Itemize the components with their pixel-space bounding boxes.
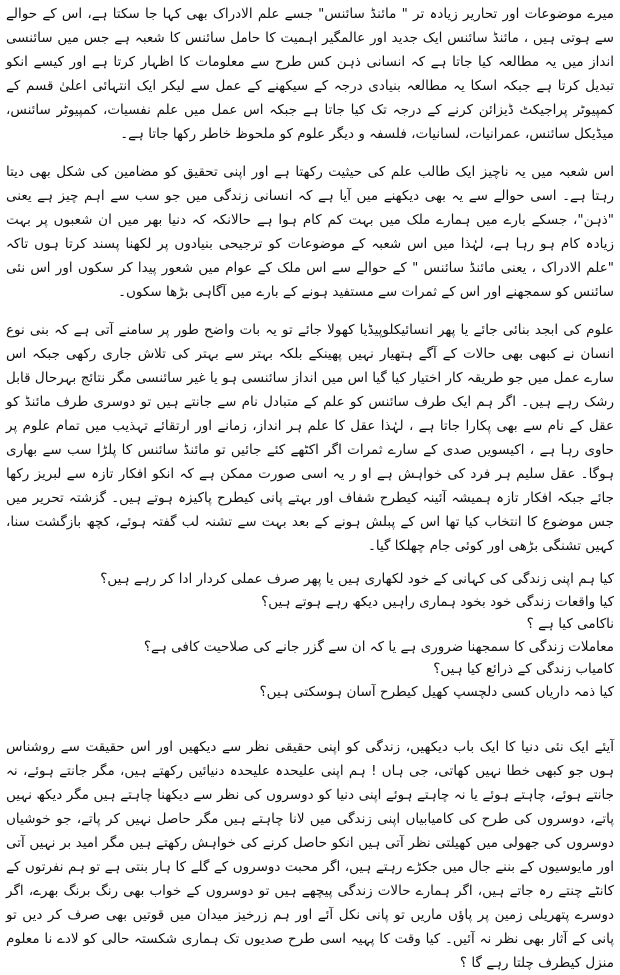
question-item: ناکامی کیا ہے ؟ bbox=[526, 616, 614, 632]
paragraph-author-role: اس شعبہ میں یہ ناچیز ایک طالب علم کی حیثیت رکھتا ہے اور اپنی تحقیق کو مضامین کی شکل بھی دیتا رہتا ہے۔ اسی حوالے سے یہ بھی دیکھنے میں آیا ہے کہ انسانی زندگی میں جو سب سے اہم چیز ہے یعنی "ذہن"، جسکے بارے میں ہمارے ملک میں بہت کم کام ہوا ہے حالانکہ کہ دنیا بھر میں ان شعبوں پر بہت زیادہ کام ہو رہا ہے، لہٰذا میں اس شعبہ کے موضوعات کو ترجیحی بنیادوں پر لکھنا پسند کرتا ہوں تاکہ "علم الادراک ، یعنی مائنڈ سائنس " کے حوالے سے اس ملک کے عوام میں شعور پیدا کر سکوں اور اس نئی سائنس کو سمجھنے اور اس کے ثمرات سے مستفید ہونے کے بارے میں آگاہی بڑھا سکوں۔ bbox=[6, 164, 614, 300]
question-item: کیا ذمہ داریاں کسی دلچسپ کھیل کیطرح آسان ہوسکتی ہیں؟ bbox=[259, 683, 614, 700]
question-list bbox=[6, 568, 614, 703]
question-item: کیا واقعات زندگی خود بخود ہماری راہیں دیکھ رہے ہوتے ہیں؟ bbox=[261, 593, 614, 610]
question-item: معاملات زندگی کا سمجھنا ضروری ہے یا کہ ان سے گزر جانے کی صلاحیت کافی ہے؟ bbox=[143, 638, 614, 655]
paragraph-new-world-chapter: آیئے ایک نئی دنیا کا ایک باب دیکھیں، زندگی کو اپنی حقیقی نظر سے دیکھیں اور اس حقیقت سے روشناس ہوں جو کبھی خطا نہیں کھاتی، جی ہاں ! ہم اپنی علیحدہ علیحدہ دنیائیں رکھتے ہیں، مگر جانتے ہوئے، نہ جانتے ہوئے، چاہتے ہوئے یا نہ چاہتے ہوئے اپنی دنیا کو دوسروں کی نظر سے دیکھنا چاہتے ہیں مگر دیکھ نہیں پاتے، دوسروں کی طرح کی کامیابیاں اپنی زندگی میں لانا چاہتے ہیں مگر حاصل نہیں کر پاتے، جو خوشیاں دوسروں کی جھولی میں کھیلتی نظر آتی ہیں انکو حاصل کرنے کی خواہش رکھتے ہیں مگر امید بر نہیں آتی اور مایوسیوں کے بننے جال میں جکڑے رہتے ہیں، اگر محبت دوسروں کے گلے کا ہار بنتی ہے تو ہم نفرتوں کے کانٹے چنتے رہ جاتے ہیں، اگر ہمارے حالات زندگی پیچھے ہیں تو دوسروں کے خواب بھی رنگ برنگ بھرے، اگر دوسرے پتھریلی زمین پر پاؤں ماریں تو پانی نکل آئے اور ہم زرخیز میدان میں قوتیں بھی صرف کر دیں تو پانی کے آثار بھی نظر نہ آئیں۔ کیا وقت کا پہیہ اسی طرح صدیوں تک ہماری شکستہ حالی کو لادے نا معلوم منزل کیطرف چلتا رہے گا ؟ bbox=[6, 739, 614, 971]
paragraph-history-of-knowledge: علوم کی ابجد بنائی جائے یا پھر انسائیکلوپیڈیا کھولا جائے تو یہ بات واضح طور پر سامنے آتی ہے کہ بنی نوع انسان نے کبھی بھی حالات کے آگے ہتھیار نہیں پھینکے بلکہ بہتر سے بہتر کی تلاش جاری رکھی جبکہ اس سارے عمل میں جو طریقہ کار اختیار کیا گیا اس میں انداز سائنسی ہو یا غیر سائنسی مگر نتائج بہرحال قابل رشک رہے ہیں۔ اگر ہم ایک طرف سائنس کو علم کے متبادل نام سے جانتے ہیں تو دوسری طرف مائنڈ کو عقل کے نام سے بھی پکارا جاتا ہے ، لہٰذا عقل کا علم ہر انداز، زمانے اور ارتقائے تہذیب میں تمام علوم پر حاوی رہا ہے ، اکیسویں صدی کے سارے ثمرات اگر اکٹھے کئے جائیں تو مائنڈ سائنس کا پلڑا سب سے بھاری ہوگا۔ عقل سلیم ہر فرد کی خواہش ہے او ر یہ اسی صورت ممکن ہے کہ انکو افکار تازہ سے لبریز رکھا جائے جبکہ افکار تازہ ہمیشہ آئینہ کیطرح شفاف اور بہتے پانی کیطرح پاکیزہ ہوتے ہیں۔ گزشتہ تحریر میں جس موضوع کا انتخاب کیا تھا اس کے پبلش ہونے کے بعد بہت سے تشنہ لب گفتہ ہوئے، کچھ بازگشت سنا، کہیں تشنگی بڑھی اور کوئی جام چھلکا گیا۔ bbox=[6, 322, 614, 554]
question-item: کامیاب زندگی کے ذرائع کیا ہیں؟ bbox=[433, 661, 614, 677]
question-item: کیا ہم اپنی زندگی کی کہانی کے خود لکھاری ہیں یا پھر صرف عملی کردار ادا کر رہے ہیں؟ bbox=[100, 571, 614, 587]
paragraph-mind-science-intro: میرے موضوعات اور تحاریر زیادہ تر " مائنڈ سائنس" جسے علم الادراک بھی کہا جا سکتا ہے، اس کے حوالے سے ہوتی ہیں ، مائنڈ سائنس ایک جدید اور عالمگیر اہمیت کا حامل سائنس کا شعبہ ہے جس میں سائنسی انداز میں یہ مطالعہ کیا جاتا ہے کہ انسانی ذہن کس طرح سے معلومات کا اظہار کرتا ہے اور کیسے انکو تبدیل کرتا ہے جبکہ اسکا یہ مطالعہ بنیادی درجہ کے سیکھنے کے عمل سے لیکر ایک انتہائی اعلیٰ قسم کے کمپیوٹر پراجیکٹ ڈیزائن کرنے کے درجہ تک کیا جاتا ہے جبکہ اس عمل میں علم نفسیات، کمپیوٹر سائنس، میڈیکل سائنس، عمرانیات، لسانیات، فلسفہ و دیگر علوم کو ملحوظ خاطر رکھا جاتا ہے۔ bbox=[6, 6, 614, 142]
